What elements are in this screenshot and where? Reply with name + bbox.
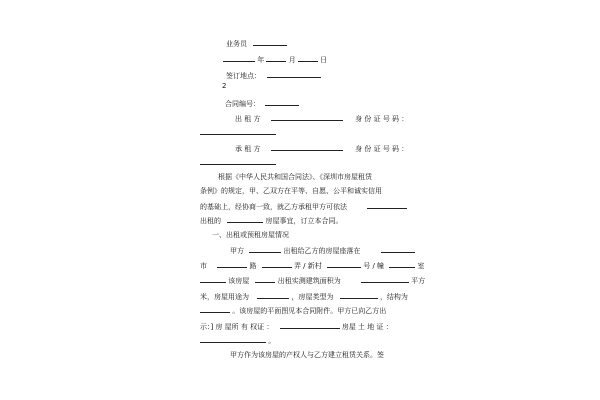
location-blank bbox=[381, 245, 415, 253]
s1-line7: 。 bbox=[200, 335, 275, 346]
month-label: 月 bbox=[288, 56, 296, 64]
usage-blank bbox=[257, 291, 289, 299]
city-blank bbox=[217, 260, 247, 268]
s1-line8: 甲方作为该房屋的产权人与乙方建立租赁关系。签 bbox=[230, 351, 384, 359]
lessor-id-blank bbox=[200, 127, 276, 135]
salesperson-label: 业务员 bbox=[226, 40, 247, 48]
sign-place-row bbox=[226, 70, 321, 81]
area-blank bbox=[361, 275, 409, 283]
type-blank bbox=[340, 291, 378, 299]
month-blank bbox=[266, 54, 286, 62]
s1-line6: 示：] 房 屋所 有 权证 ： 房屋 土 地 证 ： bbox=[200, 323, 393, 331]
lessee-id-label: 身 份 证 号 码 ： bbox=[355, 145, 409, 153]
lessee-id-row bbox=[200, 157, 276, 168]
lessor-row bbox=[235, 113, 408, 124]
land-cert-blank bbox=[200, 335, 266, 343]
s1-line3: 该房屋 出租实测建筑面积为 平方 bbox=[200, 275, 425, 286]
ownership-cert-blank bbox=[280, 321, 340, 329]
salesperson-blank bbox=[253, 38, 287, 46]
road-blank bbox=[262, 260, 292, 268]
sign-place-label: 签订地点： bbox=[226, 72, 261, 80]
unit-blank bbox=[389, 260, 415, 268]
contract-no-label: 合同编号： bbox=[225, 100, 260, 108]
para1-line1: 根据《中华人民共和国合同法》、《深圳市房屋租赁 bbox=[218, 173, 372, 181]
salesperson-row bbox=[226, 38, 287, 49]
para1-line3: 的基础上，经协商一致，就乙方承租甲方可依法 bbox=[200, 201, 407, 212]
lessor-blank bbox=[249, 245, 281, 253]
s1-line5: 。该房屋的平面图见本合同附件。甲方已向乙方出 bbox=[200, 305, 386, 316]
lane-blank bbox=[327, 260, 361, 268]
house-type-blank bbox=[255, 275, 275, 283]
s1-line4: 米，房屋用途为 ，房屋类型为 ，结构为 bbox=[200, 293, 408, 301]
day-blank bbox=[298, 54, 318, 62]
page-number: 2 bbox=[222, 82, 227, 90]
s1-line1: 甲方 出租给乙方的房屋座落在 bbox=[230, 245, 415, 256]
lessor-label: 出 租 方 bbox=[235, 115, 261, 123]
structure-blank bbox=[200, 305, 230, 313]
para1-line2: 条例》的规定，甲、乙双方在平等、自愿、公平和诚实信用 bbox=[200, 187, 382, 195]
contract-no-blank bbox=[265, 98, 299, 106]
para1-line4: 出租的 房屋事宜，订立本合同。 bbox=[200, 217, 343, 225]
sign-place-blank bbox=[267, 70, 321, 78]
lessee-row bbox=[235, 143, 408, 154]
lessor-name-blank bbox=[271, 113, 343, 121]
house-blank bbox=[227, 215, 263, 223]
day-label: 日 bbox=[320, 56, 328, 64]
lead-blank bbox=[200, 275, 226, 283]
lessee-label: 承 租 方 bbox=[235, 145, 261, 153]
year-label: 年 bbox=[257, 56, 265, 64]
lessee-name-blank bbox=[271, 143, 343, 151]
date-row bbox=[223, 54, 327, 65]
section1-title: 一、出租或预租房屋情况 bbox=[212, 231, 289, 239]
lessor-id-label: 身 份 证 号 码 ： bbox=[355, 115, 409, 123]
s1-line2: 市 路 弄 / 新村 号 / 幢 室 bbox=[200, 262, 425, 270]
para1-blank bbox=[367, 201, 407, 209]
lessor-id-row bbox=[200, 127, 276, 138]
year-blank bbox=[223, 54, 255, 62]
contract-no-row bbox=[225, 98, 299, 109]
lessee-id-blank bbox=[200, 157, 276, 165]
